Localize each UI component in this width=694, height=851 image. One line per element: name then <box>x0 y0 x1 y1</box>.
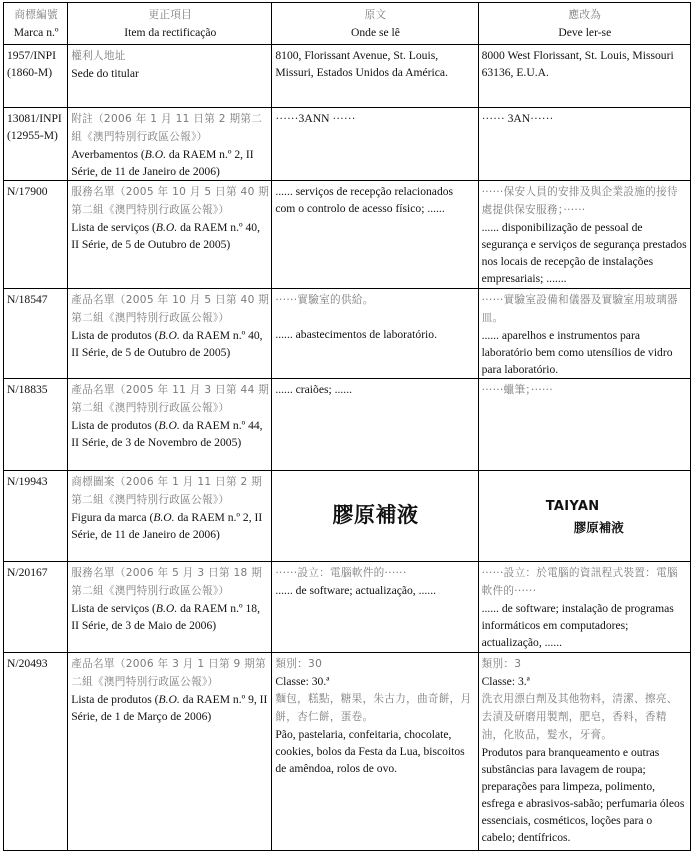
marca-cell: 1957/INPI (1860-M) <box>4 45 68 108</box>
onde-cell: ...... craiões; ...... <box>272 379 478 471</box>
table-row <box>4 108 691 181</box>
header-marca: 商標編號 Marca n.º <box>4 3 68 45</box>
trademark-logo-original: 膠原補液 <box>332 503 419 527</box>
table-row <box>4 471 691 562</box>
onde-cell: ······設立：電腦軟件的······ ...... de software; actualização, ...... <box>272 562 478 653</box>
rectification-table <box>3 2 691 851</box>
item-cell: 產品名單（2005 年 10 月 5 日第 40 期第二組《澳門特別行政區公報》） Lista de produtos (B.O. da RAEM n.º 40, II Série, de 5 de Outubro de 2005) <box>68 289 272 379</box>
onde-cell: 8100, Florissant Avenue, St. Louis, Missuri, Estados Unidos da América. <box>272 45 478 108</box>
trademark-logo-corrected <box>546 498 624 536</box>
deve-cell: 8000 West Florissant, St. Louis, Missouri 63136, E.U.A. <box>478 45 690 108</box>
marca-cell: N/20493 <box>4 653 68 851</box>
table-row <box>4 562 691 653</box>
item-cell: 產品名單（2005 年 11 月 3 日第 44 期第二組《澳門特別行政區公報》） Lista de produtos (B.O. da RAEM n.º 44, II Série, de 3 de Novembro de 2005) <box>68 379 272 471</box>
deve-cell: ······保安人員的安排及與企業設施的接待處提供保安服務；······ ...... disponibilização de pessoal de segurança e serviços de segurança prestados nos locais de recepção de instalações empresariais; ....... <box>478 181 690 289</box>
marca-cell: N/20167 <box>4 562 68 653</box>
marca-cell: 13081/INPI (12955-M) <box>4 108 68 181</box>
onde-cell: 類別：30 Classe: 30.ª 麵包，糕點，糖果，朱古力，曲奇餅，月餅，杏仁餅，蛋卷。 Pão, pastelaria, confeitaria, chocolate, cookies, bolos da Festa da Lua, biscoitos de amêndoa, rolos de ovo. <box>272 653 478 851</box>
onde-logo-cell <box>272 471 478 562</box>
table-row <box>4 289 691 379</box>
header-item: 更正項目 Item da rectificação <box>68 3 272 45</box>
marca-cell: N/18547 <box>4 289 68 379</box>
item-cell: 商標圖案（2006 年 1 月 11 日第 2 期第二組《澳門特別行政區公報》） Figura da marca (B.O. da RAEM n.º 2, II Série, de 11 de Janeiro de 2006) <box>68 471 272 562</box>
item-cell: 附註（2006 年 1 月 11 日第 2 期第二組《澳門特別行政區公報》） Averbamentos (B.O. da RAEM n.º 2, II Série, de 11 de Janeiro de 2006) <box>68 108 272 181</box>
item-cell: 產品名單（2006 年 3 月 1 日第 9 期第二組《澳門特別行政區公報》） Lista de produtos (B.O. da RAEM n.º 9, II Série, de 1 de Março de 2006) <box>68 653 272 851</box>
header-onde: 原文 Onde se lê <box>272 3 478 45</box>
item-cell: 權利人地址 Sede do titular <box>68 45 272 108</box>
marca-cell: N/18835 <box>4 379 68 471</box>
taiyan-wordmark: TAIYAN <box>545 498 600 514</box>
table-row <box>4 653 691 851</box>
table-row <box>4 181 691 289</box>
deve-cell: ······ 3AN······ <box>478 108 690 181</box>
onde-cell: ······3ANN ······ <box>272 108 478 181</box>
marca-cell: N/17900 <box>4 181 68 289</box>
deve-cell: 類別：3 Classe: 3.ª 洗衣用漂白劑及其他物料，清潔、擦亮、去漬及研磨用製劑，肥皂，香料，香精油，化妝品，髮水，牙膏。 Produtos para branqueamento e outras substâncias para lavagem de roupa; preparações para limpeza, polimento, esfrega e abrasivos-sabão; perfumaria óleos essenciais, cosméticos, loções para o cabelo; dentífricos. <box>478 653 690 851</box>
onde-cell: ...... serviços de recepção relacionados com o controlo de acesso físico; ...... <box>272 181 478 289</box>
header-deve: 應改為 Deve ler-se <box>478 3 690 45</box>
deve-cell: ······蠟筆；······ <box>478 379 690 471</box>
table-row <box>4 379 691 471</box>
deve-cell: ······設立：於電腦的資訊程式裝置：電腦軟件的······ ...... de software; instalação de programas informáticos em computadores; actualização, ...... <box>478 562 690 653</box>
onde-cell: ······實驗室的供給。 ...... abastecimentos de laboratório. <box>272 289 478 379</box>
table-header-row <box>4 3 691 45</box>
taiyan-subtitle: 膠原補液 <box>573 519 624 535</box>
marca-cell: N/19943 <box>4 471 68 562</box>
table-row <box>4 45 691 108</box>
item-cell: 服務名單（2005 年 10 月 5 日第 40 期第二組《澳門特別行政區公報》） Lista de serviços (B.O. da RAEM n.º 40, II Série, de 5 de Outubro de 2005) <box>68 181 272 289</box>
deve-cell: ······實驗室設備和儀器及實驗室用玻璃器皿。 ...... aparelhos e instrumentos para laboratório bem como utensílios de vidro para laboratório. <box>478 289 690 379</box>
deve-logo-cell <box>478 471 690 562</box>
item-cell: 服務名單（2006 年 5 月 3 日第 18 期第二組《澳門特別行政區公報》） Lista de serviços (B.O. da RAEM n.º 18, II Série, de 3 de Maio de 2006) <box>68 562 272 653</box>
